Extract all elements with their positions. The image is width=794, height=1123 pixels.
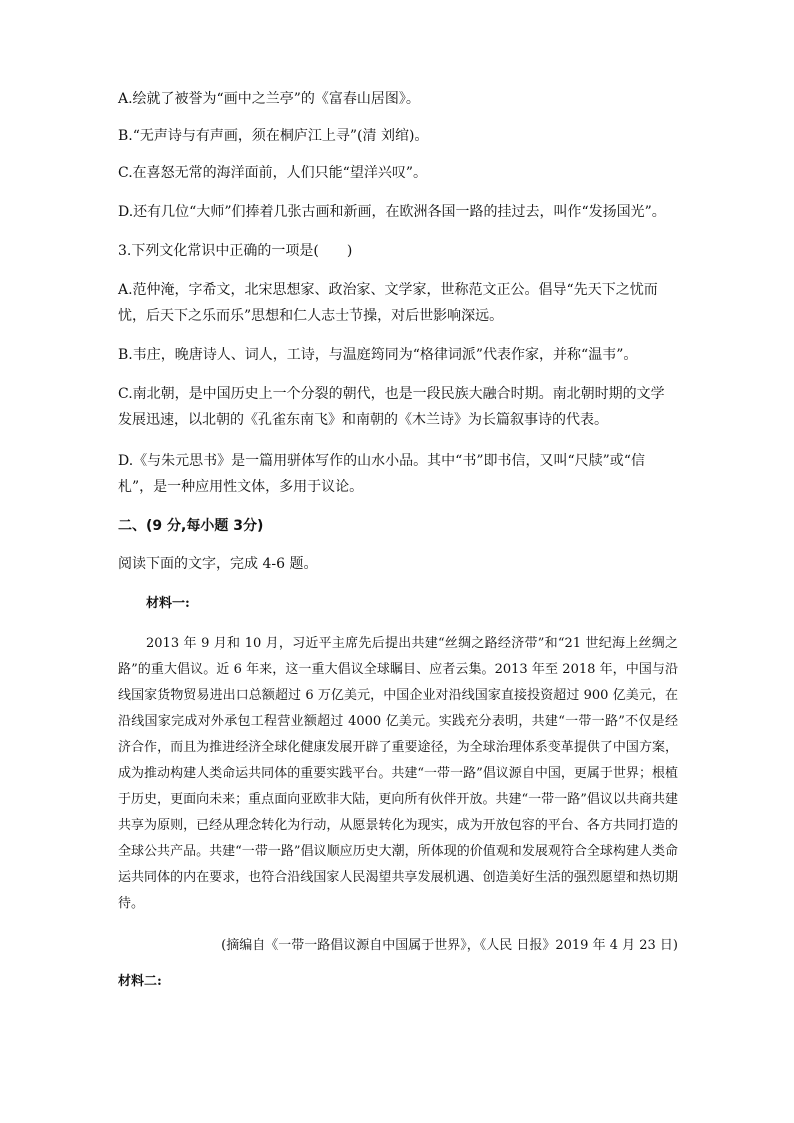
- q3-stem: 3.下列文化常识中正确的一项是( ): [118, 243, 353, 259]
- q3-option-a: A.范仲淹，字希文，北宋思想家、政治家、文学家，世称范文正公。倡导“先天下之忧而忧，后天下之乐而乐”思想和仁人志士节操，对后世影响深远。: [118, 282, 658, 324]
- q2-option-a: A.绘就了被誉为“画中之兰亭”的《富春山居图》。: [118, 91, 420, 107]
- q2-option-d: D.还有几位“大师”们捧着几张古画和新画，在欧洲各国一路的挂过去，叫作“发扬国光”。: [118, 204, 666, 220]
- q3-option-d: D.《与朱元思书》是一篇用骈体写作的山水小品。其中“书”即书信，又叫“尺牍”或“信札”，是一种应用性文体，多用于议论。: [118, 453, 645, 495]
- q2-option-c: C.在喜怒无常的海洋面前，人们只能“望洋兴叹”。: [118, 165, 427, 181]
- exam-page: [118, 88, 678, 993]
- section-instruction: 阅读下面的文字，完成 4-6 题。: [118, 556, 318, 572]
- material-1-label: 材料一:: [146, 596, 190, 611]
- q3-option-c: C.南北朝，是中国历史上一个分裂的朝代，也是一段民族大融合时期。南北朝时期的文学发展迅速，以北朝的《孔雀东南飞》和南朝的《木兰诗》为长篇叙事诗的代表。: [118, 386, 665, 428]
- material-1-text: 2013 年 9 月和 10 月，习近平主席先后提出共建“丝绸之路经济带”和“21 世纪海上丝绸之路”的重大倡议。近 6 年来，这一重大倡议全球瞩目、应者云集。2013 年至 2018 年，中国与沿线国家货物贸易进出口总额超过 6 万亿美元，中国企业对沿线国家直接投资超过 900 亿美元，在沿线国家完成对外承包工程营业额超过 4000 亿美元。实践充分表明，共建“一带一路”不仅是经济合作，而且为推进经济全球化健康发展开辟了重要途径，为全球治理体系变革提供了中国方案，成为推动构建人类命运共同体的重要实践平台。共建“一带一路”倡议源自中国，更属于世界；根植于历史，更面向未来；重点面向亚欧非大陆，更向所有伙伴开放。共建“一带一路”倡议以共商共建共享为原则，已经从理念转化为行动，从愿景转化为现实，成为开放包容的平台、各方共同打造的全球公共产品。共建“一带一路”倡议顺应历史大潮，所体现的价值观和发展观符合全球构建人类命运共同体的内在要求，也符合沿线国家人民渴望共享发展机遇、创造美好生活的强烈愿望和热切期待。: [118, 636, 678, 911]
- material-1-source: (摘编自《一带一路倡议源自中国属于世界》，《人民 日报》2019 年 4 月 23 日): [221, 938, 678, 953]
- material-2-label: 材料二:: [118, 974, 162, 989]
- section-heading: 二、(9 分,每小题 3分): [118, 518, 264, 534]
- q2-option-b: B.“无声诗与有声画，须在桐庐江上寻”(清 刘绾)。: [118, 128, 429, 144]
- q3-option-b: B.韦庄，晚唐诗人、词人，工诗，与温庭筠同为“格律词派”代表作家，并称“温韦”。: [118, 347, 638, 363]
